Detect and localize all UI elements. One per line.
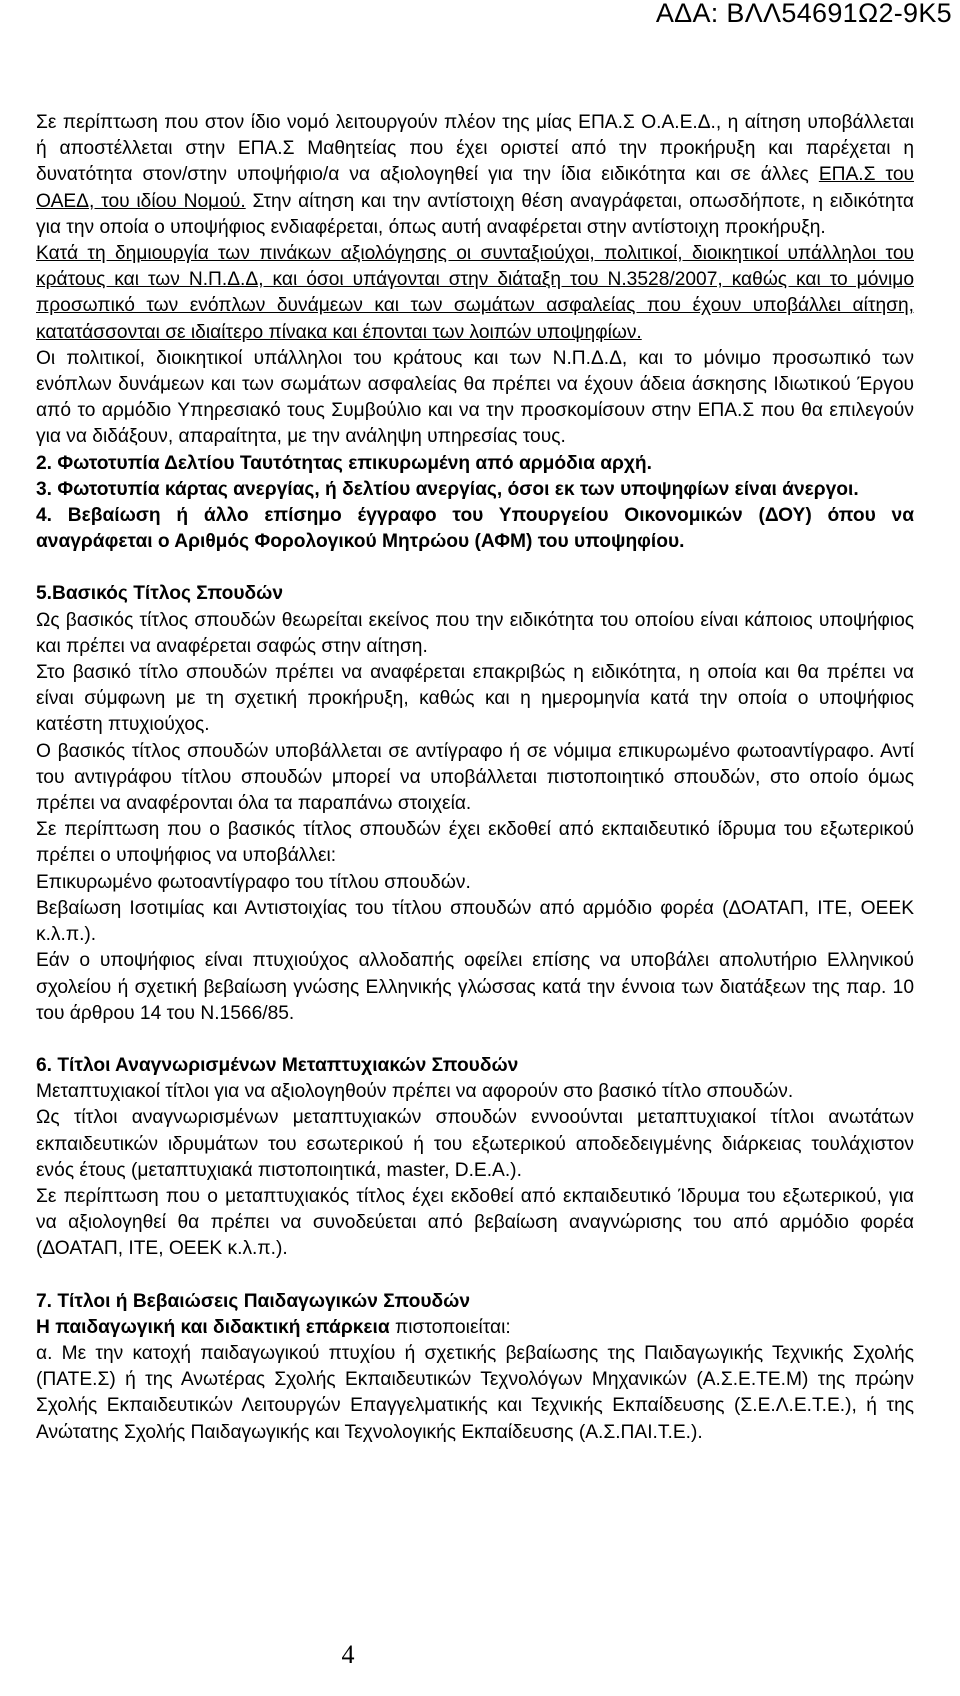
section-6-paragraph: Σε περίπτωση που ο μεταπτυχιακός τίτλος έχει εκδοθεί από εκπαιδευτικό Ίδρυμα του εξωτερικού, για να αξιολογηθεί θα πρέπει να συνοδεύεται από βεβαίωση αναγνώρισης του από αρμόδιο φορέα (ΔΟΑΤΑΠ, ΙΤΕ, ΟΕΕΚ κ.λ.π.). [36,1185,914,1260]
spacer [36,1263,914,1289]
section-7-heading: 7. Τίτλοι ή Βεβαιώσεις Παιδαγωγικών Σπουδών [36,1290,471,1312]
item-2-id-card: 2. Φωτοτυπία Δελτίου Ταυτότητας επικυρωμένη από αρμόδια αρχή. [36,452,652,474]
paragraph-civil-servants: Οι πολιτικοί, διοικητικοί υπάλληλοι του κράτους και των Ν.Π.Δ.Δ, και το μόνιμο προσωπικό των ενόπλων δυνάμεων και των σωμάτων ασφαλείας θα πρέπει να έχουν άδεια άσκησης Ιδιωτικού Έργου από το αρμόδιο Υπηρεσιακό τους Συμβούλιο και να την προσκομίσουν στην ΕΠΑ.Σ που θα επιλεγούν για να διδάξουν, απαραίτητα, με την ανάληψη υπηρεσίας τους. [36,347,914,448]
page-number: 4 [341,1640,355,1669]
paragraph-application-submission [36,110,914,241]
document-body [36,110,914,1446]
section-5-paragraph: Ο βασικός τίτλος σπουδών υποβάλλεται σε αντίγραφο ή σε νόμιμα επικυρωμένο φωτοαντίγραφο. Αντί του αντιγράφου τίτλου σπουδών μπορεί να υποβάλλεται πιστοποιητικό σπουδών, στο οποίο όμως πρέπει να αναφέρονται όλα τα παραπάνω στοιχεία. [36,740,914,815]
item-3-unemployment-card: 3. Φωτοτυπία κάρτας ανεργίας, ή δελτίου ανεργίας, όσοι εκ των υποψηφίων είναι άνεργοι. [36,478,859,500]
spacer [36,555,914,581]
paragraph-text: Στην αίτηση και την αντίστοιχη θέση αναγράφεται, οπωσδήποτε, η ειδικότητα για την οποία ο υποψήφιος ενδιαφέρεται, όπως αυτή αναφέρεται στην αντίστοιχη προκήρυξη. [36,190,914,238]
section-5-heading: 5.Βασικός Τίτλος Σπουδών [36,583,284,605]
section-5-paragraph: Εάν ο υποψήφιος είναι πτυχιούχος αλλοδαπής οφείλει επίσης να υποβάλει απολυτήριο Ελληνικού σχολείου ή σχετική βεβαίωση γνώσης Ελληνικής γλώσσας κατά την έννοια των διατάξεων της παρ. 10 του άρθρου 14 του Ν.1566/85. [36,950,914,1024]
paragraph-evaluation-tables: Κατά τη δημιουργία των πινάκων αξιολόγησης οι συνταξιούχοι, πολιτικοί, διοικητικοί υπάλληλοι του κράτους και των Ν.Π.Δ.Δ, και όσοι υπάγονται στην διάταξη του Ν.3528/2007, καθώς και το μόνιμο προσωπικό των ενόπλων δυνάμεων και των σωμάτων ασφαλείας που έχουν υποβάλλει αίτηση, κατατάσσονται σε ιδιαίτερο πίνακα και έπονται των λοιπών υποψηφίων. [36,243,914,343]
section-6-paragraph: Ως τίτλοι αναγνωρισμένων μεταπτυχιακών σπουδών εννοούνται μεταπτυχιακοί τίτλοι ανωτάτων εκπαιδευτικών ιδρυμάτων του εσωτερικού ή του εξωτερικού αποδεδειγμένης διάρκειας τουλάχιστον ενός έτους (μεταπτυχιακά πιστοποιητικά, master, D.E.A.). [36,1107,914,1181]
section-5-paragraph: Βεβαίωση Ισοτιμίας και Αντιστοιχίας του τίτλου σπουδών από αρμόδιο φορέα (ΔΟΑΤΑΠ, ΙΤΕ, ΟΕΕΚ κ.λ.π.). [36,897,914,946]
spacer [36,1027,914,1053]
section-5-paragraph: Σε περίπτωση που ο βασικός τίτλος σπουδών έχει εκδοθεί από εκπαιδευτικό ίδρυμα του εξωτερικού πρέπει ο υποψήφιος να υποβάλλει: [36,819,914,867]
item-4-tax-certificate: 4. Βεβαίωση ή άλλο επίσημο έγγραφο του Υπουργείου Οικονομικών (ΔΟΥ) όπου να αναγράφεται ο Αριθμός Φορολογικού Μητρώου (ΑΦΜ) του υποψηφίου. [36,505,914,553]
ada-code: ΑΔΑ: ΒΛΛ54691Ω2-9Κ5 [655,0,952,28]
section-6-paragraph: Μεταπτυχιακοί τίτλοι για να αξιολογηθούν πρέπει να αφορούν στο βασικό τίτλο σπουδών. [36,1081,794,1103]
section-7-paragraph [36,1315,914,1341]
bold-text: Η παιδαγωγική και διδακτική επάρκεια [36,1316,390,1338]
section-6-heading: 6. Τίτλοι Αναγνωρισμένων Μεταπτυχιακών Σπουδών [36,1054,519,1076]
paragraph-text: Σε περίπτωση που στον ίδιο νομό λειτουργούν πλέον της μίας ΕΠΑ.Σ Ο.Α.Ε.Δ., η αίτηση υποβάλλεται ή αποστέλλεται στην ΕΠΑ.Σ Μαθητείας που έχει οριστεί από την προκήρυξη και παρέχεται η δυνατότητα στον/στην υποψήφιο/α να αξιολογηθεί για την ίδια ειδικότητα και σε άλλες [36,112,914,186]
paragraph-text: πιστοποιείται: [389,1316,511,1338]
underlined-text: ΕΠΑ.Σ του ΟΑΕΔ, του ιδίου Νομού. [36,164,915,212]
section-7-paragraph: α. Με την κατοχή παιδαγωγικού πτυχίου ή σχετικής βεβαίωσης της Παιδαγωγικής Τεχνικής Σχολής (ΠΑΤΕ.Σ) ή της Ανωτέρας Σχολής Εκπαιδευτικών Τεχνολόγων Μηχανικών (Α.Σ.Ε.ΤΕ.Μ) της πρώην Σχολής Εκπαιδευτικών Λειτουργών Επαγγελματικής και Τεχνικής Εκπαίδευσης (Σ.Ε.Λ.Ε.Τ.Ε.), ή της Ανώτατης Σχολής Παιδαγωγικής και Τεχνολογικής Εκπαίδευσης (Α.Σ.ΠΑΙ.Τ.Ε.). [36,1342,914,1443]
section-5-paragraph: Στο βασικό τίτλο σπουδών πρέπει να αναφέρεται επακριβώς η ειδικότητα, η οποία και θα πρέπει να είναι σύμφωνη με τη σχετική προκήρυξη, καθώς και η ημερομηνία κατά την οποία ο υποψήφιος κατέστη πτυχιούχος. [36,662,914,736]
section-5-paragraph: Ως βασικός τίτλος σπουδών θεωρείται εκείνος που την ειδικότητα του οποίου είναι κάποιος υποψήφιος και πρέπει να αναφέρεται σαφώς στην αίτηση. [36,609,914,657]
section-5-paragraph: Επικυρωμένο φωτοαντίγραφο του τίτλου σπουδών. [36,871,471,893]
